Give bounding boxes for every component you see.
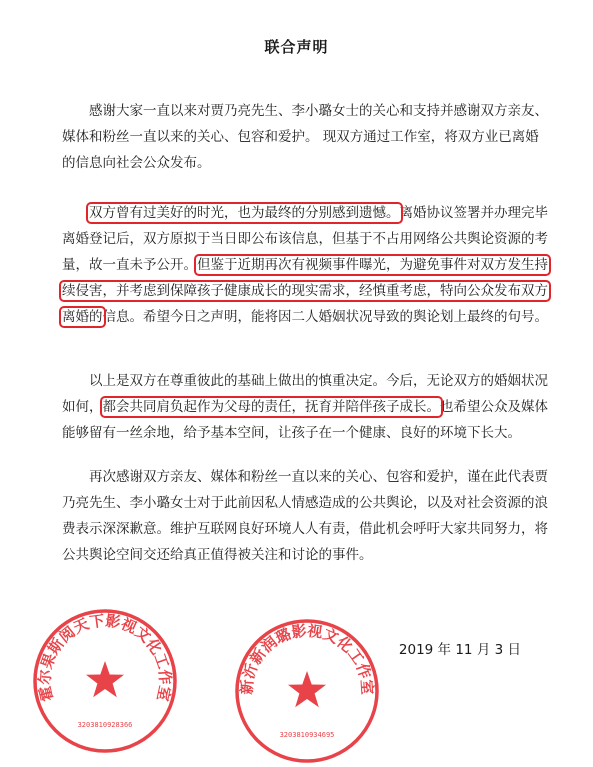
seal-text: 新沂新润璐影视文化工作室 — [237, 621, 377, 696]
sentence: 感谢大家一直以来对贾乃亮先生、李小璐女士的关心和支持并感谢双方亲友、媒体和粉丝一直以来的关心、包容和爱护。 现双方通过工作室，将双方业已离婚的信息向社会公众发布。 — [62, 103, 548, 171]
star-icon — [288, 671, 326, 707]
highlighted-sentence: 但鉴于近期再次有视频事件曝光，为避免事件对双方发生持续侵害，并考虑到保障孩子健康成长的现实需求，经慎重考虑，特向公众发布双方离婚的 — [62, 257, 548, 325]
star-icon — [86, 661, 124, 697]
highlighted-sentence: 双方曾有过美好的时光，也为最终的分别感到遗憾。 — [89, 205, 400, 221]
statement-title: 联合声明 — [264, 38, 329, 56]
sentence: 也希望公众及媒体能够留有一丝余地，给予基本空间，让孩子在一个健康、良好的环境下长大。 — [62, 399, 548, 441]
sentence: 信息。希望今日之声明，能将因二人婚姻状况导致的舆论划上最终的句号。 — [102, 309, 548, 325]
statement-date: 2019 年 11 月 3 日 — [398, 642, 521, 658]
paragraph — [62, 98, 550, 176]
sentence: 离婚协议签署并办理完毕离婚登记后，双方原拟于当日即公布该信息，但基于不占用网络公共舆论资源的考量，故一直未予公开。 — [62, 205, 548, 273]
seal-number: 3203810928366 — [77, 721, 133, 729]
sentence: 再次感谢双方亲友、媒体和粉丝一直以来的关心、包容和爱护，谨在此代表贾乃亮先生、李小璐女士对于此前因私人情感造成的公共舆论，以及对社会资源的浪费表示深深歉意。维护互联网良好环境人人有责，借此机会呼吁大家共同努力，将公共舆论空间交还给真正值得被关注和讨论的事件。 — [62, 469, 548, 563]
paragraph — [62, 368, 550, 446]
sentence: 以上是双方在尊重彼此的基础上做出的慎重决定。今后，无论双方的婚姻状况如何， — [62, 373, 548, 415]
paragraph — [62, 464, 550, 568]
paragraph — [62, 200, 550, 330]
seal-text: 霍尔果斯阅天下影视文化工作室 — [35, 611, 175, 703]
seal-number: 3203810934695 — [279, 731, 335, 739]
company-seal-right — [232, 616, 382, 766]
seal-graphic — [30, 606, 180, 756]
seal-graphic — [232, 616, 382, 766]
company-seal-left — [30, 606, 180, 756]
highlighted-sentence: 都会共同肩负起作为父母的责任，抚育并陪伴孩子成长。 — [102, 399, 440, 415]
